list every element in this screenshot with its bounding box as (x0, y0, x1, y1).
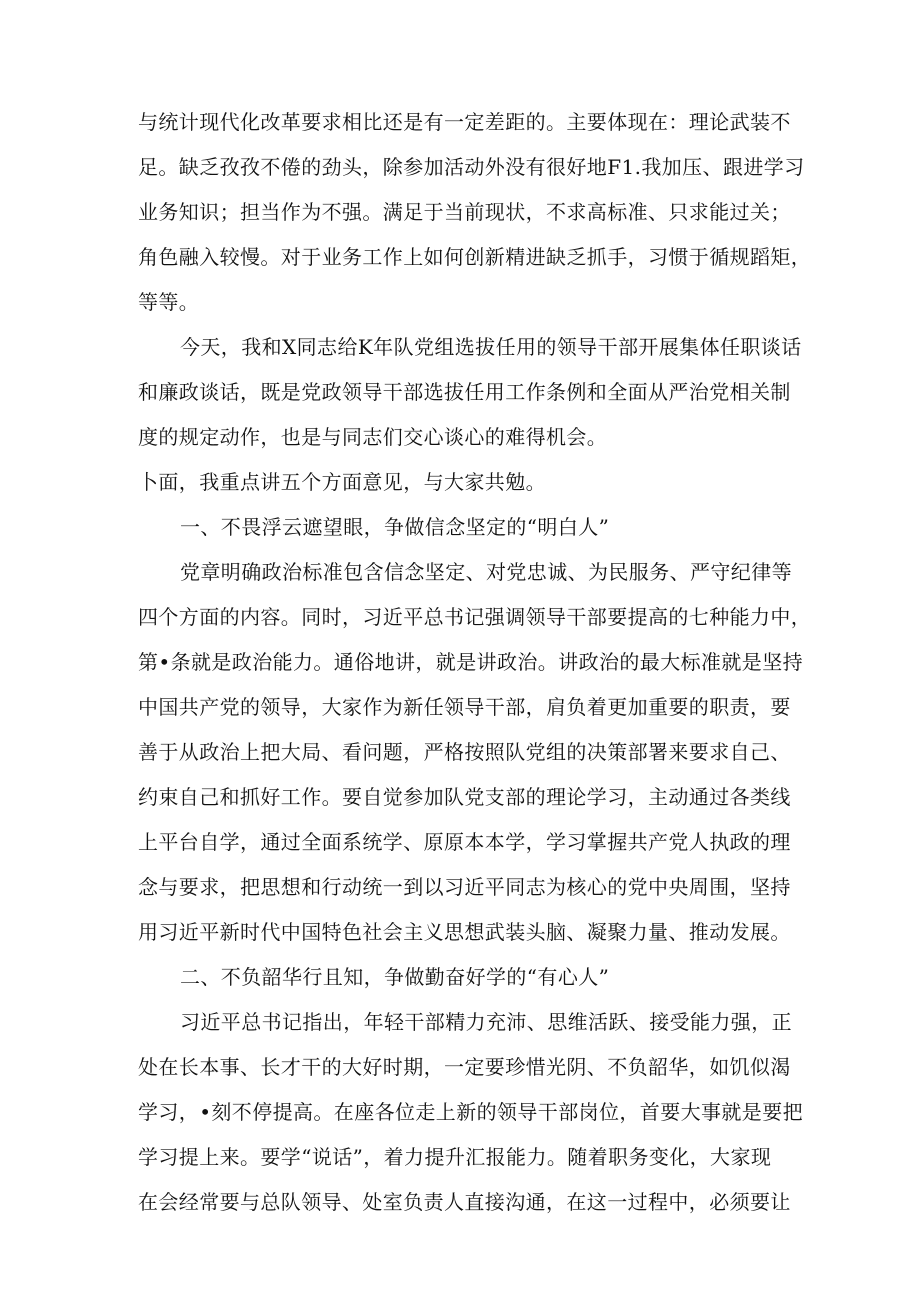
document-body (138, 100, 812, 1225)
text-line: 学习，•刻不停提高。在座各位走上新的领导干部岗位，首要大事就是要把 (138, 1100, 803, 1124)
text-line: 学习提上来。要学“说话”，着力提升汇报能力。随着职务变化，大家现 (138, 1145, 772, 1169)
text-line: 党章明确政治标准包含信念坚定、对党忠诚、为民服务、严守纪律等 (180, 560, 792, 584)
section-heading (138, 505, 798, 550)
text-line: 念与要求，把思想和行动统一到以习近平同志为核心的党中央周围，坚持 (138, 875, 791, 899)
text-line: 上平台自学，通过全面系统学、原原本本学，学习掌握共产党人执政的理 (138, 830, 791, 854)
text-line: 习近平总书记指出，年轻干部精力充沛、思维活跃、接受能力强，正 (180, 1010, 792, 1034)
section-heading-text: 二、不负韶华行且知，争做勤奋好学的“有心人” (180, 965, 610, 989)
text-line: 第•条就是政治能力。通俗地讲，就是讲政治。讲政治的最大标准就是坚持 (138, 650, 803, 674)
text-line: 和廉政谈话，既是党政领导干部选拔任用工作条例和全面从严治党相关制 (138, 380, 791, 404)
text-line: 足。缺乏孜孜不倦的劲头，除参加活动外没有很好地F1.我加压、跟进学习 (138, 155, 805, 179)
text-line: 度的规定动作，也是与同志们交心谈心的难得机会。 (138, 425, 608, 449)
text-line: 角色融入较慢。对于业务工作上如何创新精进缺乏抓手，习惯于循规蹈矩， (138, 245, 812, 269)
paragraph (138, 550, 812, 955)
text-line: 等等。 (138, 290, 200, 314)
text-line: 在会经常要与总队领导、处室负责人直接沟通，在这一过程中，必须要让 (138, 1190, 791, 1214)
text-line: 约束自己和抓好工作。要自觉参加队党支部的理论学习，主动通过各类线 (138, 785, 791, 809)
text-line: 善于从政治上把大局、看问题，严格按照队党组的决策部署来要求自己、 (138, 740, 791, 764)
text-line: 四个方面的内容。同时，习近平总书记强调领导干部要提高的七种能力中， (138, 605, 812, 629)
paragraph (138, 325, 802, 460)
section-heading (138, 955, 798, 1000)
text-line: 卜面，我重点讲五个方面意见，与大家共勉。 (138, 470, 546, 494)
text-line: 今天，我和X同志给K年队党组选拔任用的领导干部开展集体任职谈话 (180, 335, 802, 359)
section-heading-text: 一、不畏浮云遮望眼，争做信念坚定的“明白人” (180, 515, 610, 539)
text-line: 用习近平新时代中国特色社会主义思想武装头脑、凝聚力量、推动发展。 (138, 920, 791, 944)
paragraph (138, 100, 812, 325)
text-line: 中国共产党的领导，大家作为新任领导干部，肩负着更加重要的职责，要 (138, 695, 791, 719)
paragraph (138, 1000, 803, 1225)
paragraph (138, 460, 798, 505)
text-line: 处在长本事、长才干的大好时期，一定要珍惜光阴、不负韶华，如饥似渴 (138, 1055, 791, 1079)
text-line: 与统计现代化改革要求相比还是有一定差距的。主要体现在：理论武装不 (138, 110, 791, 134)
text-line: 业务知识；担当作为不强。满足于当前现状，不求高标准、只求能过关； (138, 200, 791, 224)
